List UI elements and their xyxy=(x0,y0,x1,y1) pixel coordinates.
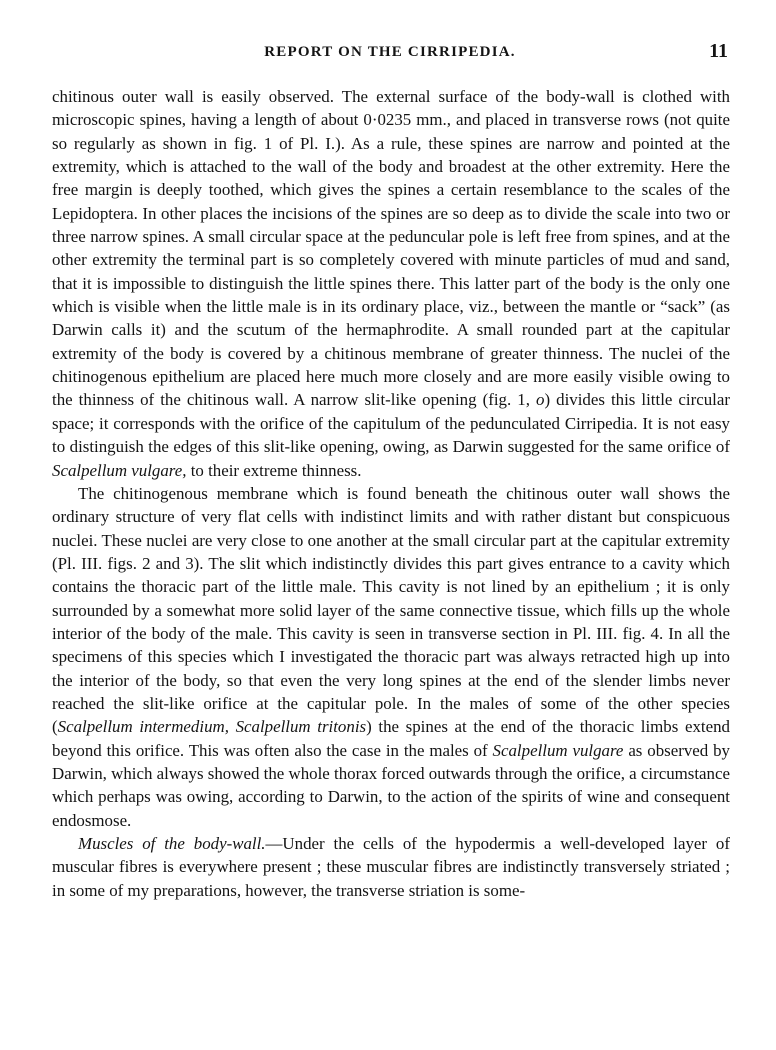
page-header xyxy=(52,40,728,74)
paragraph-chitinogenous-membrane xyxy=(52,482,730,832)
paragraph-spines xyxy=(52,85,730,482)
paragraph-text: ) divides this little circular space; it corresponds with the orifice of the capitulum of the pedunculated Cirripedia. It is not easy to distinguish the edges of this slit-like opening, owing, as Darwin suggested for the same orifice of xyxy=(52,390,730,457)
paragraph-text: The chitinogenous membrane which is found beneath the chitinous outer wall shows the ordinary structure of very flat cells with indistinct limits and with rather distant but conspicuous nuclei. These nuclei are very close to one another at the small circular part at the capitular extremity (Pl. III. figs. 2 and 3). The slit which indistinctly divides this part gives entrance to a cavity which contains the thoracic part of the little male. This cavity is not lined by an epithelium ; it is only surrounded by a somewhat more solid layer of the same connective tissue, which fills up the whole interior of the body of the male. This cavity is seen in transverse section in Pl. III. fig. 4. In all the specimens of this species which I investigated the thoracic part was always retracted high up into the interior of the body, so that even the very long spines at the end of the slender limbs never reached the slit-like orifice at the capitular pole. In the males of some of the other species ( xyxy=(52,483,730,737)
figure-label: o xyxy=(536,390,545,410)
paragraph-text: ) the spines at the end of the thoracic limbs extend beyond this orifice. This was often also the case in the males of xyxy=(52,717,730,760)
paragraph-text: to their extreme thinness. xyxy=(190,460,362,480)
species-name: Scalpellum vulgare xyxy=(492,740,624,760)
paragraph-text: as observed by Darwin, which always showed the whole thorax forced outwards through the orifice, a circumstance which perhaps was owing, according to Darwin, to the action of the spirits of wine and consequent endosmose. xyxy=(52,740,730,830)
body-text xyxy=(52,85,730,902)
running-title: REPORT ON THE CIRRIPEDIA. xyxy=(264,44,516,60)
paragraph-text: chitinous outer wall is easily observed. The external surface of the body-wall is clothed with microscopic spines, having a length of about 0·0235 mm., and placed in transverse rows (not quite so regularly as shown in fig. 1 of Pl. I.). As a rule, these spines are narrow and pointed at the extremity, which is attached to the wall of the body and broadest at the other extremity. Here the free margin is deeply toothed, which gives the spines a certain resemblance to the scales of the Lepidoptera. In other places the incisions of the spines are so deep as to divide the scale into two or three narrow spines. A small circular space at the peduncular pole is left free from spines, and at the other extremity the terminal part is so completely covered with minute particles of mud and sand, that it is impossible to distinguish the little spines there. This latter part of the body is the only one which is visible when the little male is in its ordinary place, viz., between the mantle or “sack” (as Darwin calls it) and the scutum of the hermaphrodite. A small rounded part at the capitular extremity of the body is covered by a chitinous membrane of greater thinness. The nuclei of the chitinogenous epithelium are placed here much more closely and are more easily visible owing to the thinness of the chitinous wall. A narrow slit-like opening (fig. 1, xyxy=(52,87,730,410)
section-heading: Muscles of the body-wall. xyxy=(78,834,266,853)
paragraph-muscles xyxy=(52,832,730,902)
species-name: Scalpellum vulgare, xyxy=(52,460,187,480)
species-name: Scalpellum intermedium, Scalpellum tritonis xyxy=(57,717,367,737)
page-number: 11 xyxy=(709,40,728,62)
paragraph-text: —Under the cells of the hypodermis a well-developed layer of muscular fibres is everywhere present ; these muscular fibres are indistinctly transversely striated ; in some of my preparations, however, the transverse striation is some- xyxy=(52,834,730,900)
